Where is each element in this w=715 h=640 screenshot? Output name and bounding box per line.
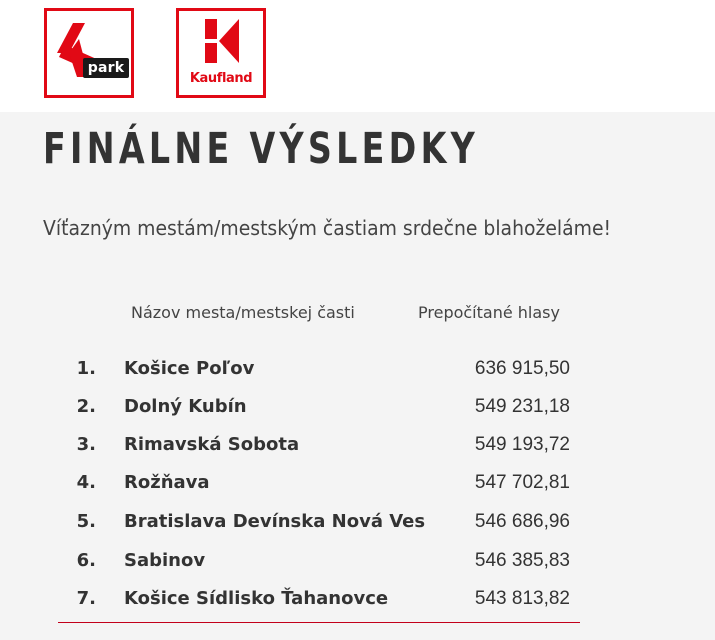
table-row xyxy=(0,464,715,502)
results-section xyxy=(0,112,715,640)
city-name: Rožňava xyxy=(124,472,210,493)
city-name: Bratislava Devínska Nová Ves xyxy=(124,511,426,532)
city-name: Košice Poľov xyxy=(124,358,255,379)
rank-number: 7. xyxy=(76,588,96,609)
vote-count: 543 813,82 xyxy=(474,588,570,609)
rank-number: 4. xyxy=(76,472,96,493)
column-header-name: Názov mesta/mestskej časti xyxy=(131,303,355,322)
page-title: FINÁLNE VÝSLEDKY xyxy=(43,124,480,174)
city-name: Sabinov xyxy=(124,550,206,571)
kaufland-logo[interactable] xyxy=(176,8,266,98)
table-row xyxy=(0,503,715,541)
table-row xyxy=(0,388,715,426)
table-row xyxy=(0,580,715,618)
rank-number: 3. xyxy=(76,434,96,455)
table-row xyxy=(0,426,715,464)
column-header-votes: Prepočítané hlasy xyxy=(418,303,560,322)
vote-count: 546 686,96 xyxy=(474,511,570,532)
vote-count: 546 385,83 xyxy=(474,550,570,571)
table-row xyxy=(0,542,715,580)
rank-number: 1. xyxy=(76,358,96,379)
vote-count: 549 231,18 xyxy=(474,396,570,417)
rank-number: 5. xyxy=(76,511,96,532)
header xyxy=(0,0,715,112)
rank-number: 6. xyxy=(76,550,96,571)
vote-count: 547 702,81 xyxy=(474,472,570,493)
rank-number: 2. xyxy=(76,396,96,417)
congratulations-text: Víťazným mestám/mestským častiam srdečne blahoželáme! xyxy=(43,216,612,240)
table-row xyxy=(0,350,715,388)
vote-count: 636 915,50 xyxy=(474,358,570,379)
kaufland-wordmark: Kaufland xyxy=(189,71,253,86)
table-divider xyxy=(58,622,580,623)
kaufland-k-icon xyxy=(205,19,239,63)
city-name: Košice Sídlisko Ťahanovce xyxy=(124,588,389,609)
city-name: Rimavská Sobota xyxy=(124,434,300,455)
city-name: Dolný Kubín xyxy=(124,396,247,417)
kpark-logo[interactable] xyxy=(44,8,134,98)
vote-count: 549 193,72 xyxy=(474,434,570,455)
kpark-wordmark: park xyxy=(87,60,125,76)
kpark-wordmark-box xyxy=(83,58,129,78)
